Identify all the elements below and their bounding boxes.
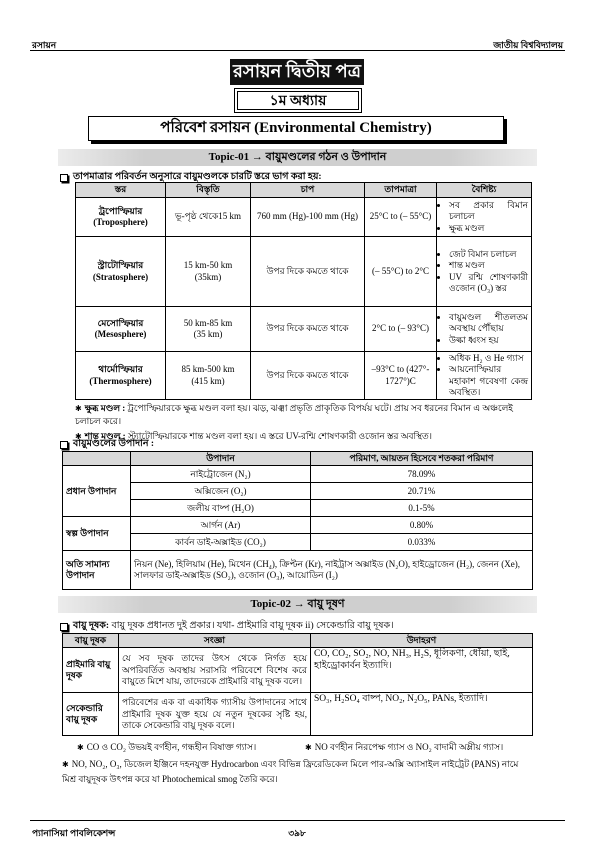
atmosphere-composition-table	[62, 451, 533, 590]
table-row	[63, 534, 533, 551]
pollutant-examples-cell: CO, CO₂, SO₂, NO, NH₃, H₂S, ধূলিকণা, ধোঁয়া, ছাই, হাইড্রোকার্বন ইত্যাদি।	[311, 648, 533, 693]
composition-heading-text: বায়ুমণ্ডলের উপাদান :	[73, 439, 155, 449]
column-header: তাপমাত্রা	[365, 183, 437, 198]
layer-name-en: (Thermosphere)	[89, 375, 152, 386]
note-text: স্ট্যাটোস্ফিয়ারকে শান্ত মণ্ডল বলা হয়। এ স্তরে UV-রশ্মি শোষণকারী ওজোন স্তর অবস্থিত।	[127, 431, 433, 441]
layer-name-bn: থার্মোস্ফিয়ার	[98, 364, 143, 375]
column-header	[63, 452, 131, 466]
table-row	[63, 693, 533, 736]
note-text: NO বর্ণহীন নিরপেক্ষ গ্যাস ও NO₂ বাদামী অম্লীয় গ্যাস।	[314, 742, 504, 752]
note-text: CO ও CO₂ উভয়ই বর্ণহীন, গন্ধহীন বিষাক্ত গ্যাস।	[86, 742, 257, 752]
square-bullet-icon	[60, 623, 68, 631]
note-nitrogen-oxides	[305, 741, 533, 754]
table-row	[63, 500, 533, 517]
component-name-cell: কার্বন ডাই-অক্সাইড (CO₂)	[131, 534, 311, 551]
paper-title-banner: রসায়ন দ্বিতীয় পত্র	[230, 59, 364, 85]
layer-name-cell	[76, 198, 166, 237]
table-header-row	[63, 634, 533, 648]
feature-list	[440, 312, 528, 346]
layer-extent: 85 km-500 km	[181, 364, 235, 375]
layer-name-en: (Troposphere)	[93, 217, 148, 227]
note-term: ক্ষুব্ধ মণ্ডল :	[84, 403, 126, 413]
header-university: জাতীয় বিশ্ববিদ্যালয়	[493, 40, 563, 50]
square-bullet-icon	[60, 441, 68, 449]
list-item: • অধিক H₂ ও He গ্যাস	[449, 353, 528, 364]
column-header: সংজ্ঞা	[119, 634, 311, 648]
component-name-cell: আর্গন (Ar)	[131, 517, 311, 534]
layer-name-en: (Stratosphere)	[92, 271, 149, 282]
atmosphere-layers-table	[75, 182, 532, 400]
column-header: স্তর	[76, 183, 166, 198]
layer-extent: 50 km-85 km	[183, 317, 233, 328]
footer-publisher: প্যানাসিয়া পাবলিকেশন্স	[32, 828, 116, 838]
table-row	[76, 307, 532, 352]
table-row	[76, 198, 532, 237]
component-name-cell: জলীয় বাষ্প (H₂O)	[131, 500, 311, 517]
page-number: ৩৯৮	[288, 828, 306, 838]
layer-temperature-cell: 25°C to (– 55°C)	[365, 198, 437, 237]
asterisk-icon	[77, 742, 87, 752]
layer-name-en: (Mesosphere)	[94, 329, 147, 339]
layer-features-cell	[437, 352, 532, 400]
layer-extent: 15 km-50 km	[183, 260, 233, 271]
composition-heading	[60, 437, 154, 452]
note-photochemical-smog	[62, 757, 533, 786]
layer-extent-cell	[166, 237, 251, 307]
layer-pressure-cell: উপর দিকে কমতে থাকে	[251, 307, 365, 352]
layer-extent-cell	[166, 307, 251, 352]
note-carbon-oxides	[77, 741, 302, 754]
pollutant-type-cell: সেকেন্ডারি বায়ু দূষক	[63, 693, 119, 736]
layer-pressure-cell: উপর দিকে কমতে থাকে	[251, 237, 365, 307]
component-amount-cell: 20.71%	[311, 483, 533, 500]
layer-extent: ভূ-পৃষ্ঠ থেকে15 km	[174, 211, 242, 222]
layer-pressure-cell: উপর দিকে কমতে থাকে	[251, 352, 365, 400]
pollutant-examples-cell: SO₃, H₂SO₄ বাষ্প, NO₂, N₂O₅, PANs, ইত্যাদি।	[311, 693, 533, 736]
layer-extent-span: (415 km)	[191, 375, 225, 386]
list-item: • ক্ষুব্ধ মণ্ডল	[449, 223, 528, 234]
list-item: • বায়ুমণ্ডল শীতলতম অবস্থায় পৌঁছায়	[449, 312, 528, 335]
layer-temperature-cell: –93°C to (427°- 1727°)C	[365, 352, 437, 400]
table-row	[63, 648, 533, 693]
layer-name-bn: স্ট্রাটোস্ফিয়ার	[97, 260, 144, 271]
layer-temperature-cell: 2°C to (– 93°C)	[365, 307, 437, 352]
column-header: উপাদান	[131, 452, 311, 466]
layer-name-bn: মেসোস্ফিয়ার	[97, 317, 144, 328]
list-item: • আয়নোস্ফিয়ার মহাকাশ গবেষণা কেন্দ্র অবস্থিত।	[449, 364, 528, 398]
layer-extent-cell	[166, 198, 251, 237]
layer-name-cell	[76, 307, 166, 352]
layer-features-cell	[437, 307, 532, 352]
layer-features-cell	[437, 237, 532, 307]
column-header: পরিমাণ, আয়তন হিসেবে শতকরা পরিমাণ	[311, 452, 533, 466]
layer-extent-cell	[166, 352, 251, 400]
pollutant-intro	[60, 619, 394, 634]
table-row	[63, 517, 533, 534]
table-header-row	[63, 452, 533, 466]
column-header: বৈশিষ্ট্য	[437, 183, 532, 198]
note-text: NO, NO₂, O₃, ডিজেল ইঞ্জিনে দহনযুক্ত Hydrocarbon এবং বিভিন্ন ফ্রিরেডিকেল মিলে পার-অক্সি অ্যাসাইল নাইট্রেট (PANS) নামে মিশ্র বায়ুদূষক উৎপন্ন করে যা Photochemical smog তৈরি করে।	[62, 759, 519, 784]
table-header-row	[76, 183, 532, 198]
footer-divider	[30, 820, 565, 821]
asterisk-icon	[75, 403, 85, 413]
layer-name-cell	[76, 237, 166, 307]
topic-01-heading: Topic-01 → বায়ুমণ্ডলের গঠন ও উপাদান	[58, 149, 537, 166]
group-label-cell: স্বল্প উপাদান	[63, 517, 131, 551]
table-row	[76, 237, 532, 307]
component-amount-cell: 0.1-5%	[311, 500, 533, 517]
component-name-cell: অক্সিজেন (O₂)	[131, 483, 311, 500]
table-row	[63, 466, 533, 483]
layer-features-cell	[437, 198, 532, 237]
trace-components-cell: নিয়ন (Ne), হিলিয়াম (He), মিথেন (CH₄), ক্রিপ্টন (Kr), নাইট্রাস অক্সাইড (N₂O), হাইড্রোজেন (H₂), জেনন (Xe), সালফার ডাই-অক্সাইড (SO₂), ওজোন (O₃), আয়োডিন (I₂)	[131, 551, 533, 590]
list-item: • শান্ত মণ্ডল	[449, 260, 528, 271]
layer-pressure-cell: 760 mm (Hg)-100 mm (Hg)	[251, 198, 365, 237]
component-amount-cell: 78.09%	[311, 466, 533, 483]
note-text: ট্রপোস্ফিয়ারকে ক্ষুব্ধ মণ্ডল বলা হয়। ঝড়, ঝঞ্ঝা প্রভৃতি প্রাকৃতিক বিপর্যয় ঘটে। প্রায় সব ধরনের বিমান এ অঞ্চলেই চলাচল করে।	[75, 403, 513, 426]
pollutant-definition-cell: যে সব দূষক তাদের উৎস থেকে নির্গত হয়ে অপরিবর্তিত অবস্থায় সরাসরি পরিবেশে বিশেষ করে বায়ুতে মিশে যায়, তাদেরকে প্রাইমারি বায়ু দূষক বলে।	[119, 648, 311, 693]
component-name-cell: নাইট্রোজেন (N₂)	[131, 466, 311, 483]
column-header: বিস্তৃতি	[166, 183, 251, 198]
square-bullet-icon	[60, 174, 68, 182]
header-divider	[30, 50, 565, 51]
column-header: উদাহরণ	[311, 634, 533, 648]
layer-extent-span: (35 km)	[193, 329, 223, 339]
feature-list	[440, 200, 528, 234]
layer-temperature-cell: (– 55°C) to 2°C	[365, 237, 437, 307]
pollutant-type-cell: প্রাইমারি বায়ু দূষক	[63, 648, 119, 693]
header-subject: রসায়ন	[32, 40, 57, 50]
chapter-label: ১ম অধ্যায়	[234, 88, 362, 113]
pollutant-definition-cell: পরিবেশের এক বা একাধিক গ্যাসীয় উপাদানের সাথে প্রাইমারি দূষক যুক্ত হয়ে যে নতুন দূষকের সৃষ্টি হয়, তাকে সেকেন্ডারি বায়ু দূষক বলে।	[119, 693, 311, 736]
list-item: • উল্কা ধ্বংস হয়	[449, 335, 528, 346]
note-term: শান্ত মণ্ডল :	[84, 431, 126, 441]
chapter-title: পরিবেশ রসায়ন (Environmental Chemistry)	[88, 116, 504, 141]
group-label-cell: প্রধান উপাদান	[63, 466, 131, 517]
note-troposphere	[75, 402, 531, 427]
component-amount-cell: 0.033%	[311, 534, 533, 551]
table-row	[63, 483, 533, 500]
component-amount-cell: 0.80%	[311, 517, 533, 534]
table-row	[76, 352, 532, 400]
list-item: • UV রশ্মি শোষণকারী ওজোন (O₃) স্তর	[449, 272, 528, 295]
pollutant-intro-line	[73, 619, 394, 634]
layer-extent-span: (35km)	[194, 271, 222, 282]
list-item: • জেট বিমান চলাচল	[449, 249, 528, 260]
column-header: চাপ	[251, 183, 365, 198]
topic-02-heading: Topic-02 → বায়ু দূষণ	[58, 596, 537, 613]
layer-name-bn: ট্রপোস্ফিয়ার	[98, 205, 143, 216]
column-header: বায়ু দূষক	[63, 634, 119, 648]
pollutant-intro-term: বায়ু দূষক:	[73, 621, 110, 631]
feature-list	[440, 249, 528, 294]
asterisk-icon	[305, 742, 315, 752]
asterisk-icon	[62, 759, 72, 769]
table-row	[63, 551, 533, 590]
air-pollutant-table	[62, 633, 533, 736]
layer-name-cell	[76, 352, 166, 400]
pollutant-intro-text: বায়ু দূষক প্রধানত দুই প্রকার। যথা- প্রাইমারি বায়ু দূষক ii) সেকেন্ডারি বায়ু দূষক।	[111, 621, 394, 631]
layers-intro-text: তাপমাত্রার পরিবর্তন অনুসারে বায়ুমণ্ডলকে চারটি স্তরে ভাগ করা হয়:	[73, 172, 322, 182]
group-label-cell: অতি সামান্য উপাদান	[63, 551, 131, 590]
list-item: • সব প্রকার বিমান চলাচল	[449, 200, 528, 223]
feature-list	[440, 353, 528, 398]
